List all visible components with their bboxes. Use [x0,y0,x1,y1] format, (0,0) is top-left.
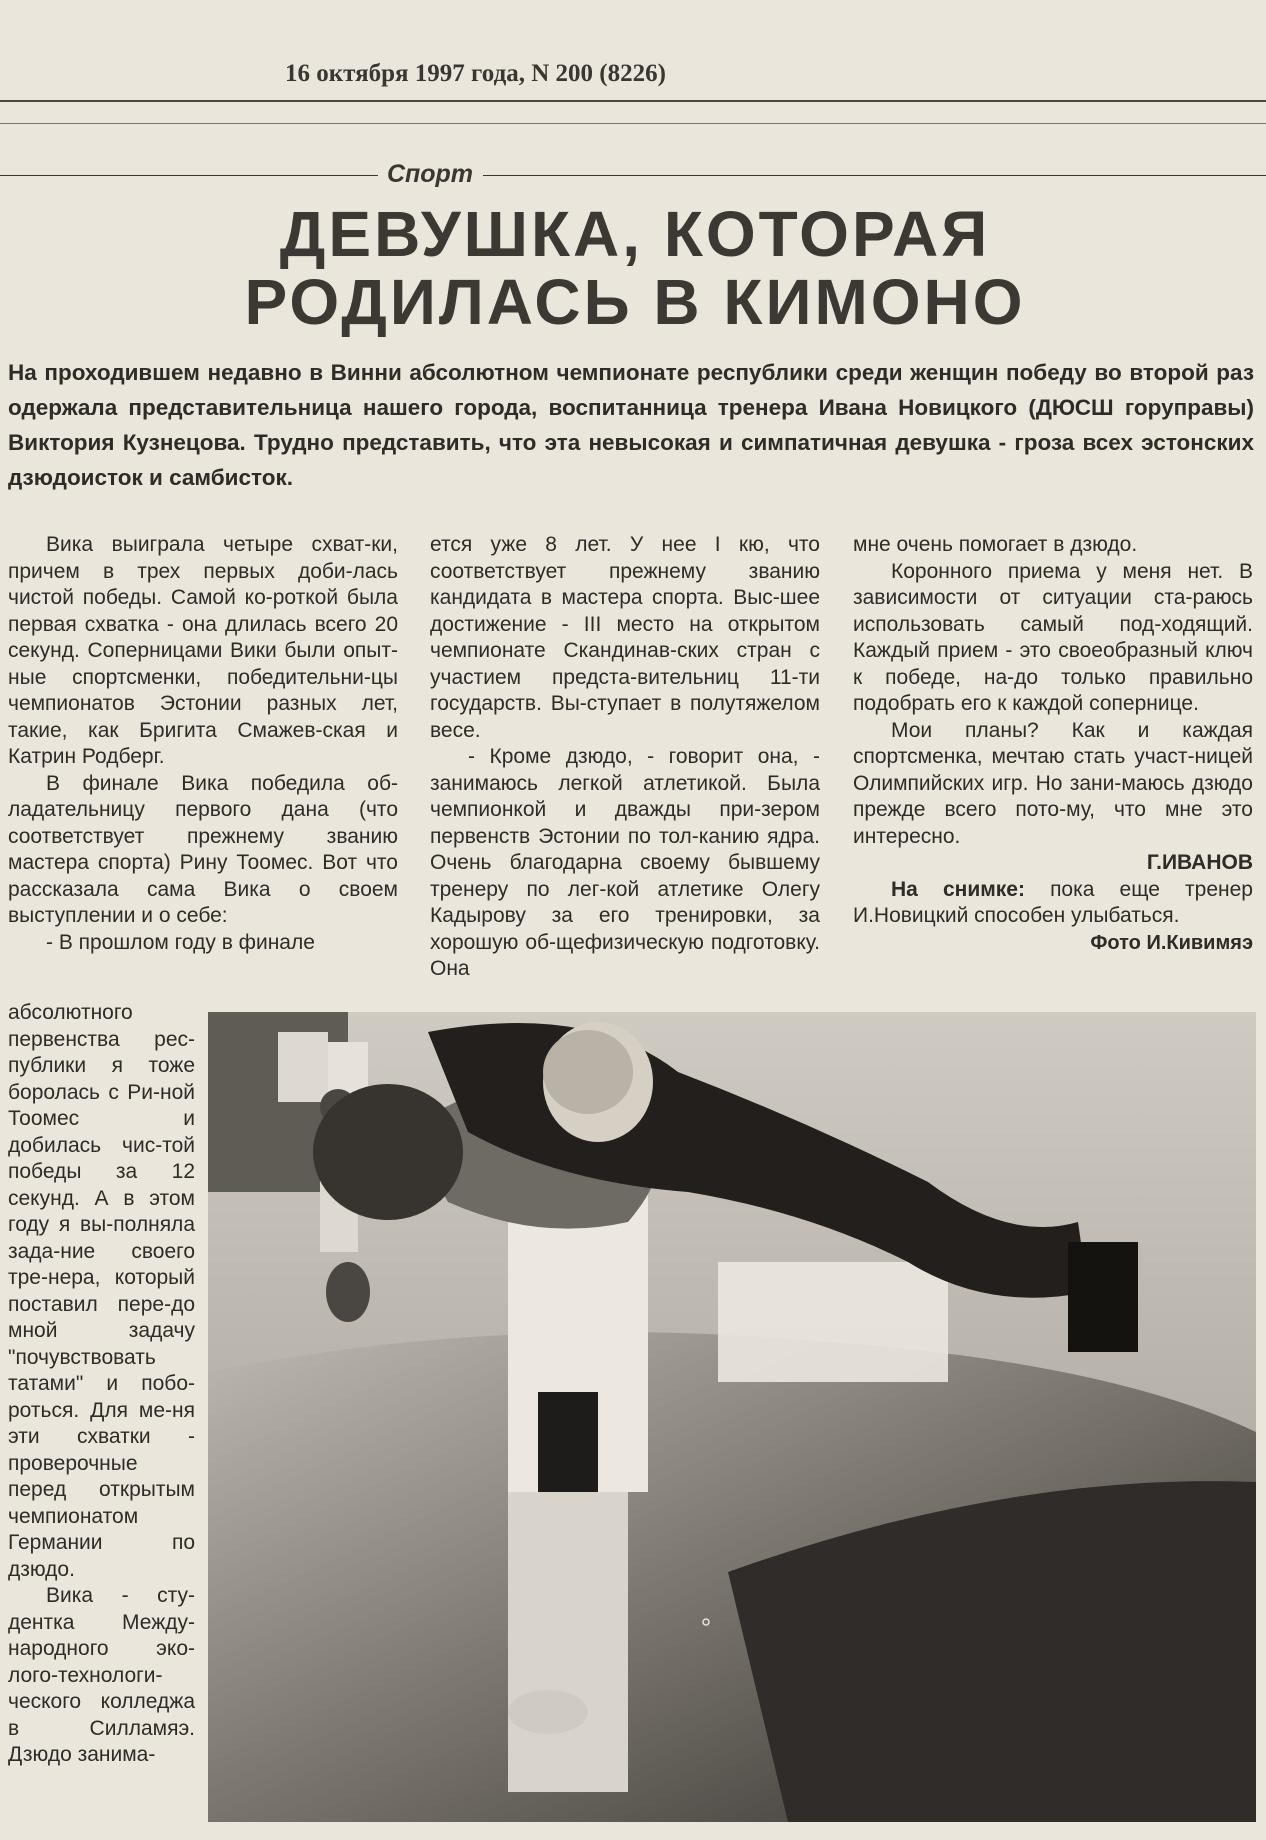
rubric-line-right [483,175,1266,176]
author-signature: Г.ИВАНОВ [1146,851,1253,874]
headline-line-1: ДЕВУШКА, КОТОРАЯ [279,198,991,270]
header-rule [0,100,1266,102]
column-3 [853,532,1253,956]
column-1 [8,532,398,956]
paragraph: Вика - сту-дентка Между-народного эко-лого-технологи-ческого колледжа в Силламяэ. Дзюдо занима- [8,1584,195,1766]
paragraph: В финале Вика победила об-ладательницу первого дана (что соответствует прежнему званию мастера спорта) Рину Тоомес. Вот что рассказала сама Вика о своем выступлении и о себе: [8,771,398,927]
paragraph: - В прошлом году в финале [46,930,315,954]
paragraph: ется уже 8 лет. У нее I кю, что соответствует прежнему званию кандидата в мастера спорта. Выс-шее достижение - III место на открытом чемпионате Скандинав-ских стран с участием предста-вительниц 11-ти государств. Вы-ступает в полутяжелом весе. [430,533,820,742]
section-rubric [0,160,1266,190]
photo-credit: Фото И.Кивимяэ [1090,931,1253,954]
photo-caption [853,877,1253,930]
column-2 [430,532,820,983]
paragraph: Вика выиграла четыре схват-ки, причем в трех первых доби-лась чистой победы. Самой ко-роткой была первая схватка - она длилась всего 20 секунд. Соперницами Вики были опыт-ные спортсменки, победительни-цы чемпионатов Эстонии разных лет, такие, как Бригита Смажев-ская и Катрин Родберг. [8,533,398,768]
caption-label: На снимке: [891,877,1025,901]
paragraph: Коронного приема у меня нет. В зависимости от ситуации ста-раюсь использовать самый под-ходящий. Каждый прием - это своеобразный ключ к победе, на-до только правильно подобрать его к каждой сопернице. [853,559,1253,715]
paragraph: абсолютного первенства рес-публики я тоже боролась с Ри-ной Тоомес и добилась чис-той победы за 12 секунд. А в этом году я вы-полняла зада-ние своего тре-нера, который поставил пере-до мной задачу "почувствовать татами" и побо-роться. Для ме-ня эти схватки - проверочные перед открытым чемпионатом Германии по дзюдо. [8,1001,195,1581]
headline-line-2: РОДИЛАСЬ В КИМОНО [244,266,1026,338]
article-lead: На проходившем недавно в Винни абсолютном чемпионате республики среди женщин победу во второй раз одержала представительница нашего города, воспитанница тренера Ивана Новицкого (ДЮСШ горуправы) Виктория Кузнецова. Трудно представить, что эта невысокая и симпатичная девушка - гроза всех эстонских дзюдоисток и самбисток. [8,360,1254,490]
judo-photo-image [208,1012,1256,1822]
paragraph: мне очень помогает в дзюдо. [853,533,1138,556]
article-headline [60,200,1210,336]
caption-text: пока еще тренер И.Новицкий способен улыбаться. [853,877,1253,927]
column-1-narrow [8,1000,195,1769]
header-rule-thin [0,123,1266,124]
section-title: Спорт [386,160,474,188]
paragraph: Мои планы? Как и каждая спортсменка, мечтаю стать участ-ницей Олимпийских игр. Но зани-маюсь дзюдо прежде всего пото-му, что мне это интересно. [853,718,1253,848]
rubric-line-left [0,175,378,176]
paragraph: - Кроме дзюдо, - говорит она, - занимаюсь легкой атлетикой. Была чемпионкой и дважды при-зером первенств Эстонии по тол-канию ядра. Очень благодарна своему бывшему тренеру по лег-кой атлетике Олегу Кадырову за его тренировки, за хорошую об-щефизическую подготовку. Она [430,745,820,980]
judo-photo [208,1012,1256,1822]
issue-date: 16 октября 1997 года, N 200 (8226) [285,60,666,87]
